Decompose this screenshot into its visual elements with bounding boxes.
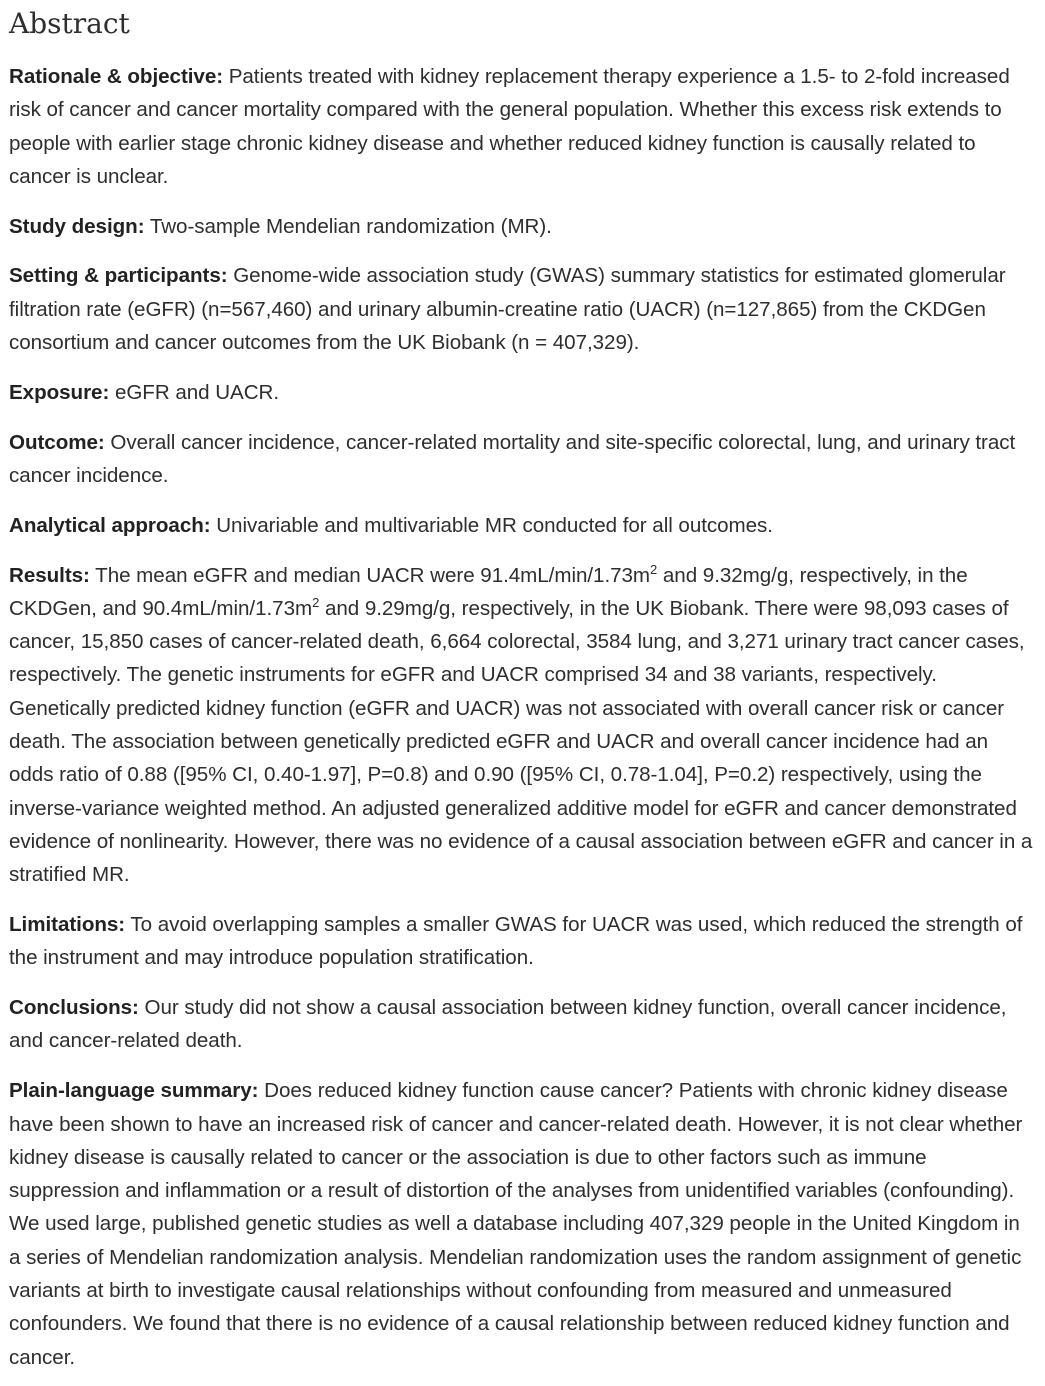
abstract-heading: Abstract (9, 7, 130, 40)
text-results-3: and 9.29mg/g, respectively, in the UK Biobank. There were 98,093 cases of cancer, 15,850 cases of cancer-related death, 6,664 colorectal, 3584 lung, and 3,271 urinary tract cancer cases, respectively. The genetic instruments for eGFR and UACR comprised 34 and 38 variants, respectively. Genetically predicted kidney function (eGFR and UACR) was not associated with overall cancer risk or cancer death. The association between genetically predicted eGFR and UACR and overall cancer incidence had an odds ratio of 0.88 ([95% CI, 0.40-1.97], P=0.8) and 0.90 ([95% CI, 0.78-1.04], P=0.2) respectively, using the inverse-variance weighted method. An adjusted generalized additive model for eGFR and cancer demonstrated evidence of nonlinearity. However, there was no evidence of a causal association between eGFR and cancer in a stratified MR. (9, 596, 1033, 887)
text-conclusions: Our study did not show a causal association between kidney function, overall cancer incidence, and cancer-related death. (9, 996, 1007, 1053)
text-plain-language-summary: Does reduced kidney function cause cancer? Patients with chronic kidney disease have been shown to have an increased risk of cancer and cancer-related death. However, it is not clear whether kidney disease is causally related to cancer or the association is due to other factors such as immune suppression and inflammation or a result of distortion of the analyses from unidentified variables (confounding). We used large, published genetic studies as well a database including 407,329 people in the United Kingdom in a series of Mendelian randomization analysis. Mendelian randomization uses the random assignment of genetic variants at birth to investigate causal relationships without confounding from measured and unmeasured confounders. We found that there is no evidence of a causal relationship between reduced kidney function and cancer. (9, 1079, 1023, 1369)
label-results: Results: (9, 563, 90, 587)
label-setting: Setting & participants: (9, 264, 228, 288)
paragraph-outcome (9, 426, 1035, 493)
text-results-1: The mean eGFR and median UACR were 91.4mL/min/1.73m (95, 563, 651, 587)
paragraph-setting (9, 259, 1035, 359)
text-setting: Genome-wide association study (GWAS) summary statistics for estimated glomerular filtration rate (eGFR) (n=567,460) and urinary albumin-creatine ratio (UACR) (n=127,865) from the CKDGen consortium and cancer outcomes from the UK Biobank (n = 407,329). (9, 264, 1006, 355)
paragraph-rationale (9, 60, 1035, 193)
superscript: 2 (650, 561, 658, 577)
paragraph-exposure (9, 376, 1035, 409)
paragraph-plain-language-summary (9, 1074, 1035, 1374)
text-analytical-approach: Univariable and multivariable MR conducted for all outcomes. (216, 513, 773, 537)
text-limitations: To avoid overlapping samples a smaller GWAS for UACR was used, which reduced the strength of the instrument and may introduce population stratification. (9, 913, 1023, 970)
label-study-design: Study design: (9, 214, 145, 238)
paragraph-results (9, 559, 1035, 892)
text-results-2: and 9.32mg/g, respectively, in the CKDGen, and 90.4mL/min/1.73m (9, 563, 968, 620)
text-outcome: Overall cancer incidence, cancer-related mortality and site-specific colorectal, lung, and urinary tract cancer incidence. (9, 430, 1016, 487)
label-exposure: Exposure: (9, 380, 110, 404)
paragraph-study-design (9, 210, 1035, 243)
label-conclusions: Conclusions: (9, 996, 139, 1020)
text-exposure: eGFR and UACR. (114, 380, 280, 404)
label-analytical-approach: Analytical approach: (9, 513, 211, 537)
paragraph-analytical-approach (9, 509, 1035, 542)
label-outcome: Outcome: (9, 430, 105, 454)
label-rationale: Rationale & objective: (9, 65, 224, 88)
label-plain-language-summary: Plain-language summary: (9, 1079, 259, 1103)
label-limitations: Limitations: (9, 913, 126, 937)
text-rationale: Patients treated with kidney replacement therapy experience a 1.5- to 2-fold increased risk of cancer and cancer mortality compared with the general population. Whether this excess risk extends to people with earlier stage chronic kidney disease and whether reduced kidney function is causally related to cancer is unclear. (9, 65, 1010, 188)
superscript: 2 (312, 594, 320, 610)
paragraph-conclusions (9, 991, 1035, 1058)
text-study-design: Two-sample Mendelian randomization (MR). (149, 214, 552, 238)
paragraph-limitations (9, 908, 1035, 975)
